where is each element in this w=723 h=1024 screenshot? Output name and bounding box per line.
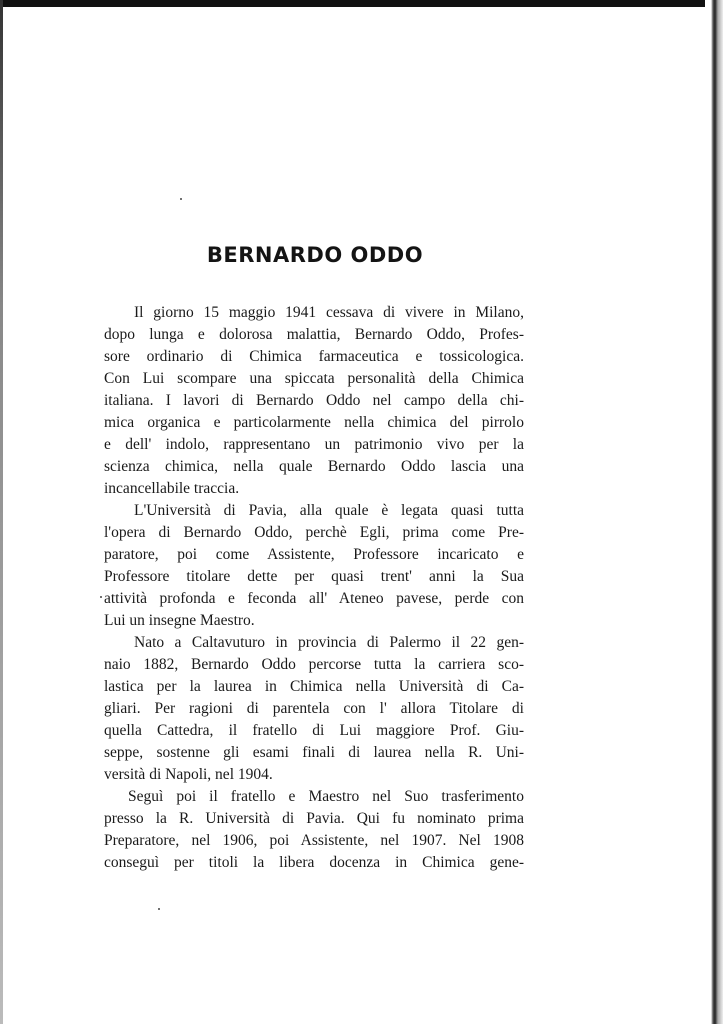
text-line: Preparatore, nel 1906, poi Assistente, nel 1907. Nel 1908 [104,832,524,849]
text-line: presso la R. Università di Pavia. Qui fu nominato prima [104,810,524,827]
text-line: seppe, sostenne gli esami finali di laurea nella R. Uni- [104,744,524,761]
text-line: italiana. I lavori di Bernardo Oddo nel campo della chi- [104,392,524,409]
text-line: sore ordinario di Chimica farmaceutica e tossicologica. [104,348,524,365]
text-line: Con Lui scompare una spiccata personalità della Chimica [104,370,524,387]
text-line: dopo lunga e dolorosa malattia, Bernardo Oddo, Profes- [104,326,524,343]
text-line: Nato a Caltavuturo in provincia di Palermo il 22 gen- [134,634,524,651]
text-line: lastica per la laurea in Chimica nella Università di Ca- [104,678,524,695]
scan-speck [158,908,160,910]
scan-left-edge [0,0,3,1024]
scan-right-edge [705,0,723,1024]
text-line: Seguì poi il fratello e Maestro nel Suo trasferimento [128,788,524,805]
text-line: paratore, poi come Assistente, Professore incaricato e [104,546,524,563]
text-line: conseguì per titoli la libera docenza in Chimica gene- [104,854,524,871]
text-line: Il giorno 15 maggio 1941 cessava di vivere in Milano, [134,304,524,321]
scan-speck [100,596,102,598]
text-line: versità di Napoli, nel 1904. [104,766,273,783]
text-line: Professore titolare dette per quasi trent' anni la Sua [104,568,524,585]
text-line: quella Cattedra, il fratello di Lui maggiore Prof. Giu- [104,722,524,739]
text-line: Lui un insegne Maestro. [104,612,255,629]
scan-top-border [0,0,723,7]
text-line: e dell' indolo, rappresentano un patrimonio vivo per la [104,436,524,453]
text-line: mica organica e particolarmente nella chimica del pirrolo [104,414,524,431]
text-line: gliari. Per ragioni di parentela con l' allora Titolare di [104,700,524,717]
text-line: incancellabile traccia. [104,480,240,497]
scan-speck [180,198,182,200]
page-title: BERNARDO ODDO [206,243,424,268]
body-text [104,302,524,874]
text-line: L'Università di Pavia, alla quale è legata quasi tutta [134,502,524,519]
text-line: attività profonda e feconda all' Ateneo pavese, perde con [104,590,524,607]
text-line: naio 1882, Bernardo Oddo percorse tutta la carriera sco- [104,656,524,673]
text-line: scienza chimica, nella quale Bernardo Oddo lascia una [104,458,524,475]
text-line: l'opera di Bernardo Oddo, perchè Egli, prima come Pre- [104,524,524,541]
